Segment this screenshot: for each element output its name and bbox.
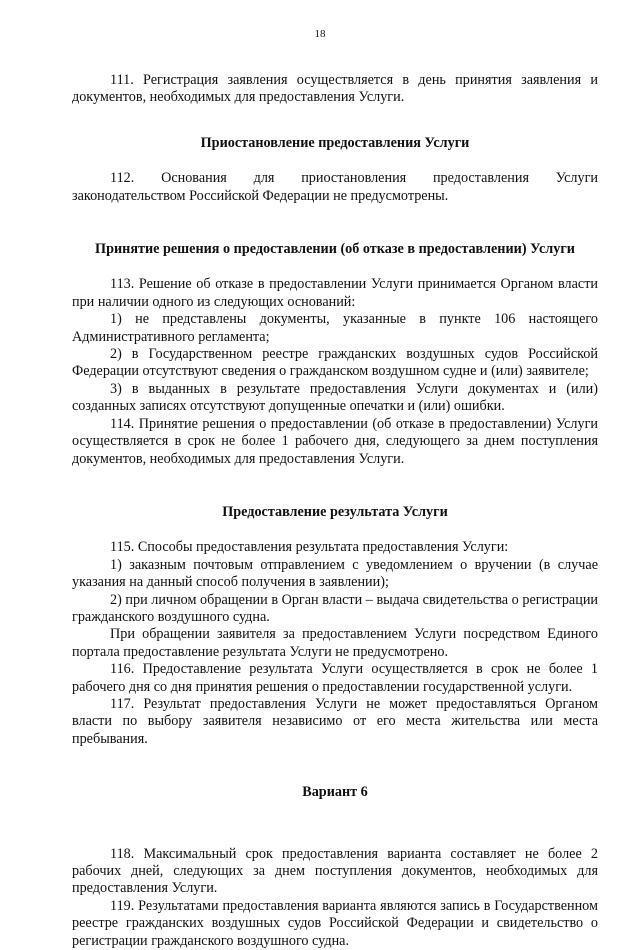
paragraph-111: 111. Регистрация заявления осуществляется в день принятия заявления и документов, необходимых для предоставления Услуги.: [72, 72, 598, 106]
paragraph-115-item-1: 1) заказным почтовым отправлением с уведомлением о вручении (в случае указания на данный способ получения в заявлении);: [72, 556, 598, 591]
paragraph-112: 112. Основания для приостановления предоставления Услуги законодательством Российской Федерации не предусмотрены.: [72, 170, 598, 204]
paragraph-115-item-2: 2) при личном обращении в Орган власти – выдача свидетельства о регистрации гражданского воздушного судна.: [72, 591, 598, 625]
paragraph-119: 119. Результатами предоставления варианта являются запись в Государственном реестре гражданских воздушных судов Российской Федерации и свидетельство о регистрации гражданского воздушного судна.: [72, 897, 598, 949]
paragraph-113-item-1: 1) не представлены документы, указанные в пункте 106 настоящего Административного регламента;: [72, 311, 598, 345]
heading-decision: Принятие решения о предоставлении (об отказе в предоставлении) Услуги: [95, 241, 575, 258]
page-number: 18: [314, 28, 326, 40]
heading-variant-6: Вариант 6: [302, 784, 368, 801]
heading-result-delivery: Предоставление результата Услуги: [222, 503, 448, 520]
paragraph-118: 118. Максимальный срок предоставления варианта составляет не более 2 рабочих дней, следующих за днем поступления документов, необходимых для предоставления Услуги.: [72, 845, 598, 897]
paragraph-113: 113. Решение об отказе в предоставлении Услуги принимается Органом власти при наличии одного из следующих оснований:: [72, 276, 598, 310]
paragraph-117: 117. Результат предоставления Услуги не может предоставляться Органом власти по выбору заявителя независимо от его места жительства или места пребывания.: [72, 695, 598, 747]
paragraph-115-note: При обращении заявителя за предоставлением Услуги посредством Единого портала предоставление результата Услуги не предусмотрено.: [72, 626, 598, 660]
heading-suspension: Приостановление предоставления Услуги: [200, 134, 470, 151]
paragraph-115: 115. Способы предоставления результата предоставления Услуги:: [110, 539, 509, 556]
paragraph-116: 116. Предоставление результата Услуги осуществляется в срок не более 1 рабочего дня со дня принятия решения о предоставлении государственной услуги.: [72, 661, 598, 695]
paragraph-113-item-2: 2) в Государственном реестре гражданских воздушных судов Российской Федерации отсутствуют сведения о гражданском воздушном судне и (или) заявителе;: [72, 346, 598, 380]
paragraph-113-item-3: 3) в выданных в результате предоставления Услуги документах и (или) созданных записях отсутствуют допущенные опечатки и (или) ошибки.: [72, 380, 598, 415]
paragraph-114: 114. Принятие решения о предоставлении (об отказе в предоставлении) Услуги осуществляется в срок не более 1 рабочего дня, следующего за днем поступления документов, необходимых для предоставления Услуги.: [72, 415, 598, 467]
document-body: [72, 72, 598, 950]
